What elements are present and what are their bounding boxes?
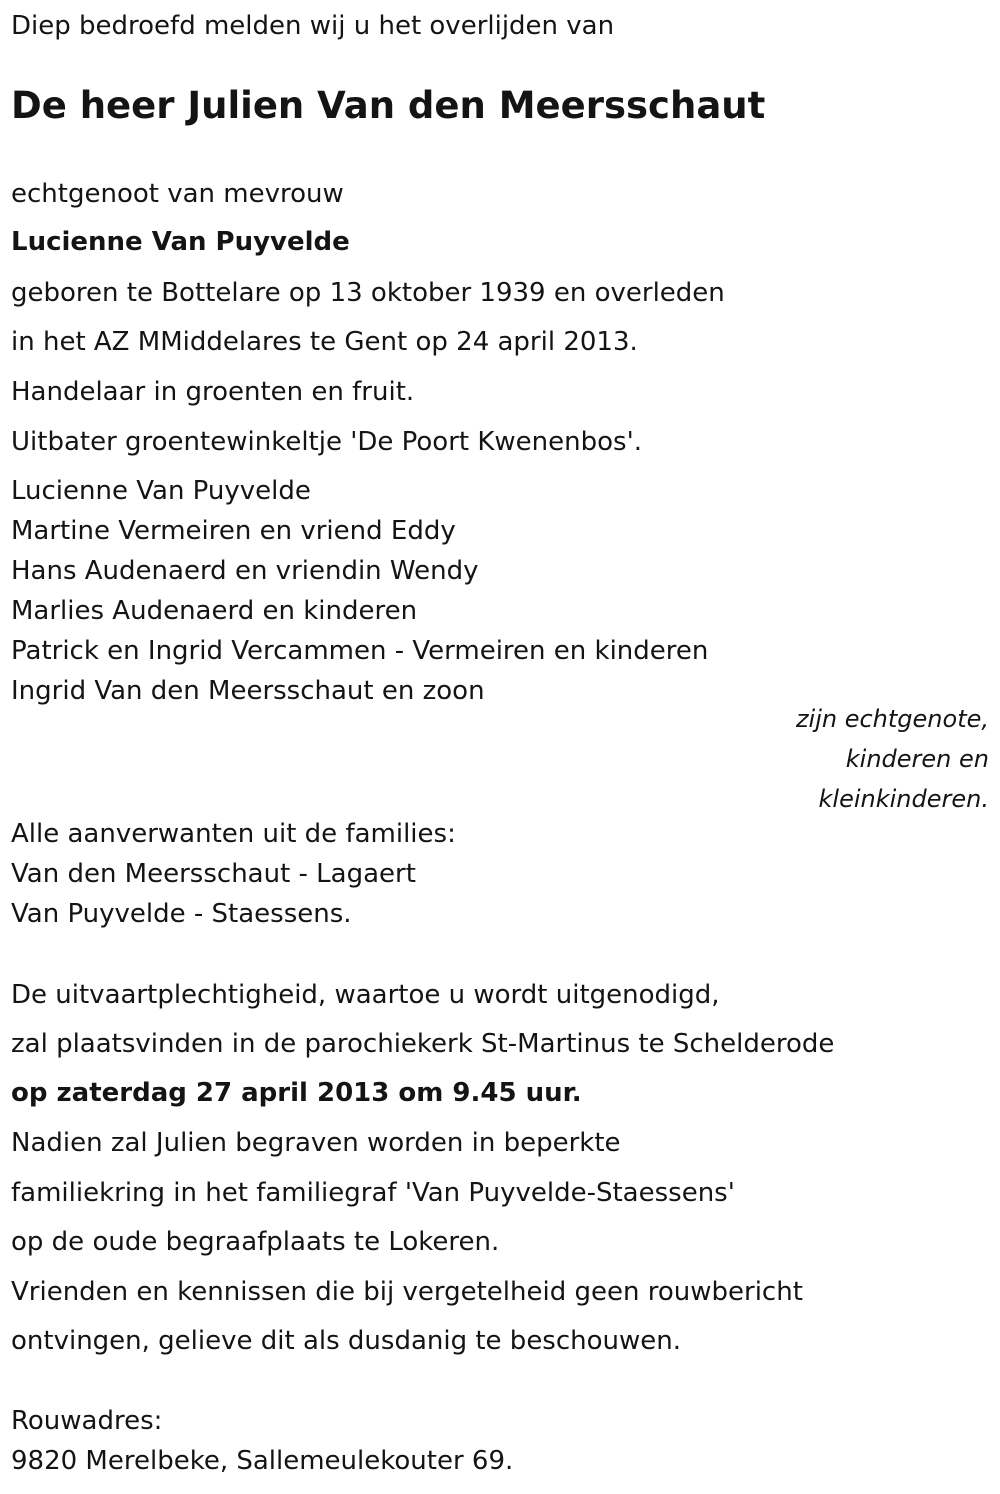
occupation-line: Uitbater groentewinkeltje 'De Poort Kwenenbos'. [11, 427, 642, 457]
relatives-intro: Alle aanverwanten uit de families: [11, 819, 456, 849]
family-caption-line: kleinkinderen. [818, 785, 989, 813]
family-member: Marlies Audenaerd en kinderen [11, 596, 418, 626]
address-label: Rouwadres: [11, 1406, 163, 1436]
relatives-family: Van den Meersschaut - Lagaert [11, 859, 416, 889]
occupation-line: Handelaar in groenten en fruit. [11, 377, 415, 407]
funeral-line: zal plaatsvinden in de parochiekerk St-Martinus te Schelderode [11, 1029, 835, 1059]
intro-text: Diep bedroefd melden wij u het overlijden van [11, 11, 615, 41]
family-member: Ingrid Van den Meersschaut en zoon [11, 676, 485, 706]
family-caption-line: kinderen en [845, 745, 989, 773]
family-caption [589, 699, 989, 819]
burial-line: op de oude begraafplaats te Lokeren. [11, 1227, 500, 1257]
family-member: Martine Vermeiren en vriend Eddy [11, 516, 456, 546]
notice-line: Vrienden en kennissen die bij vergetelheid geen rouwbericht [11, 1277, 803, 1307]
family-member: Hans Audenaerd en vriendin Wendy [11, 556, 479, 586]
deceased-name: De heer Julien Van den Meersschaut [11, 84, 766, 127]
family-caption-line: zijn echtgenote, [795, 705, 989, 733]
burial-line: familiekring in het familiegraf 'Van Puyvelde-Staessens' [11, 1178, 735, 1208]
spouse-name: Lucienne Van Puyvelde [11, 227, 350, 257]
family-member: Patrick en Ingrid Vercammen - Vermeiren en kinderen [11, 636, 709, 666]
notice-line: ontvingen, gelieve dit als dusdanig te beschouwen. [11, 1326, 682, 1356]
funeral-line: De uitvaartplechtigheid, waartoe u wordt uitgenodigd, [11, 980, 720, 1010]
funeral-datetime: op zaterdag 27 april 2013 om 9.45 uur. [11, 1078, 582, 1108]
born-line: geboren te Bottelare op 13 oktober 1939 en overleden [11, 278, 725, 308]
burial-line: Nadien zal Julien begraven worden in beperkte [11, 1128, 621, 1158]
family-member: Lucienne Van Puyvelde [11, 476, 311, 506]
spouse-intro: echtgenoot van mevrouw [11, 179, 344, 209]
address-value: 9820 Merelbeke, Sallemeulekouter 69. [11, 1446, 514, 1476]
died-line: in het AZ MMiddelares te Gent op 24 april 2013. [11, 327, 638, 357]
relatives-family: Van Puyvelde - Staessens. [11, 899, 352, 929]
